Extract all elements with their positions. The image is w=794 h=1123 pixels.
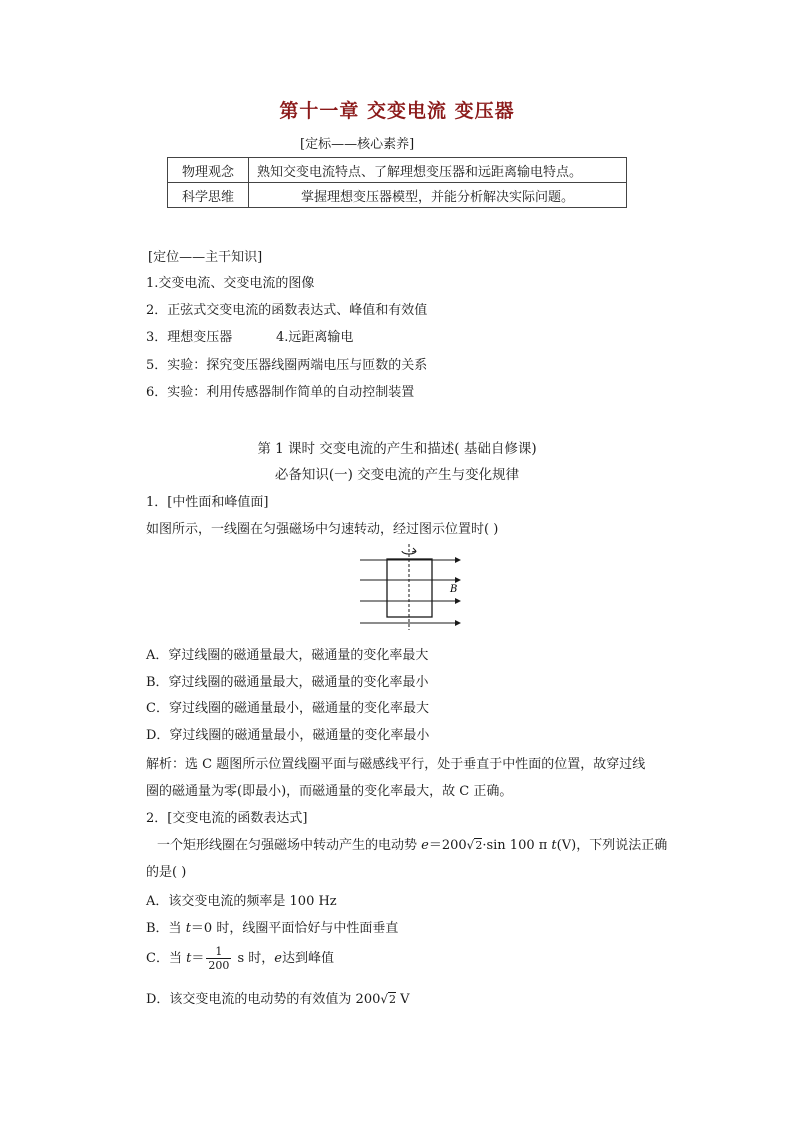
coil-rect [387, 559, 432, 617]
knowledge-item: 1.交变电流、交变电流的图像 [146, 276, 315, 291]
table-cell-key: 科学思维 [168, 183, 249, 208]
question-stem: 一个矩形线圈在匀强磁场中转动产生的电动势 e＝200√2·sin 100 π t(V)，下列说法正确 [157, 838, 668, 853]
option-b: B．穿过线圈的磁通量最大，磁通量的变化率最小 [146, 675, 429, 690]
question-stem: 如图所示，一线圈在匀强磁场中匀速转动，经过图示位置时( ) [146, 522, 499, 537]
chapter-title: 第十一章 交变电流 变压器 [279, 100, 515, 122]
question-heading: 2．[交变电流的函数表达式] [146, 811, 308, 826]
section-title: 必备知识(一) 交变电流的产生与变化规律 [274, 467, 520, 483]
coil-magnetic-field-figure [350, 540, 470, 630]
analysis-line: 圈的磁通量为零(即最小)，而磁通量的变化率最大，故 C 正确。 [146, 784, 513, 799]
option-c: C．当 t＝ $\frac{1}{200}$ s 时，e达到峰值 [146, 945, 334, 972]
field-label: B [450, 584, 458, 595]
table-row [168, 158, 627, 183]
standard-heading: [定标——核心素养] [300, 137, 415, 152]
core-literacy-table [167, 157, 627, 208]
analysis-line: 解析：选 C 题图所示位置线圈平面与磁感线平行，处于垂直于中性面的位置，故穿过线 [146, 757, 646, 772]
option-a: A．该交变电流的频率是 100 Hz [146, 894, 337, 909]
table-row [168, 183, 627, 208]
knowledge-item: 6．实验：利用传感器制作简单的自动控制装置 [146, 385, 415, 400]
question-heading: 1．[中性面和峰值面] [146, 495, 269, 510]
knowledge-item: 5．实验：探究变压器线圈两端电压与匝数的关系 [146, 358, 428, 373]
question-stem-cont: 的是( ) [146, 865, 187, 880]
table-cell-key: 物理观念 [168, 158, 249, 183]
knowledge-item: 3．理想变压器 [146, 330, 233, 345]
option-a: A．穿过线圈的磁通量最大，磁通量的变化率最大 [146, 648, 429, 663]
fraction: $\frac{1}{200}$ [208, 945, 230, 972]
table-cell-value: 熟知交变电流特点、了解理想变压器和远距离输电特点。 [249, 158, 627, 183]
option-b: B．当 t＝0 时，线圈平面恰好与中性面垂直 [146, 921, 399, 936]
knowledge-item: 2．正弦式交变电流的函数表达式、峰值和有效值 [146, 303, 428, 318]
option-d: D．该交变电流的电动势的有效值为 200√2 V [146, 992, 410, 1007]
lesson-title: 第 1 课时 交变电流的产生和描述( 基础自修课) [257, 441, 537, 457]
position-heading: [定位——主干知识] [148, 250, 263, 265]
option-d: D．穿过线圈的磁通量最小，磁通量的变化率最小 [146, 728, 430, 743]
knowledge-item: 4.远距离输电 [276, 330, 354, 345]
table-cell-value: 掌握理想变压器模型，并能分析解决实际问题。 [249, 183, 627, 208]
option-c: C．穿过线圈的磁通量最小，磁通量的变化率最大 [146, 701, 429, 716]
